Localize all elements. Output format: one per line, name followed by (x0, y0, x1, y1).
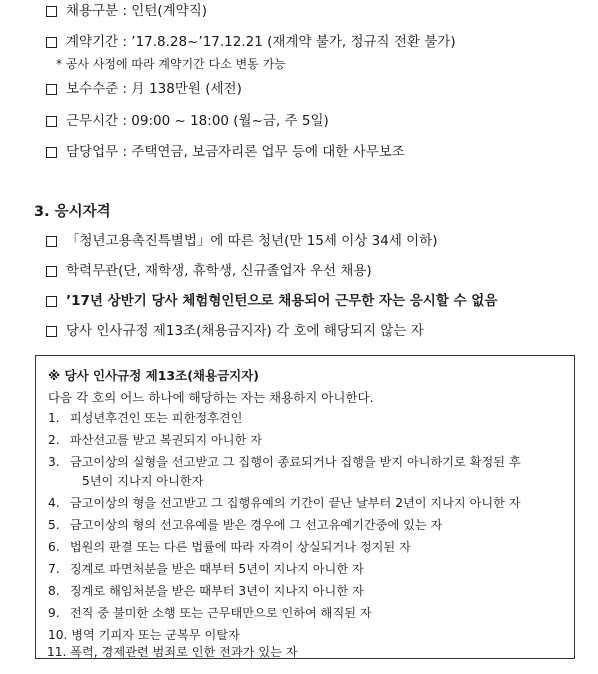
rule-item (48, 583, 364, 599)
rule-item (48, 605, 372, 621)
condition-label: 담당업무 : 주택연금, 보금자리론 업무 등에 대한 사무보조 (66, 144, 405, 160)
checkbox-icon (46, 147, 57, 158)
qualification-label: ’17년 상반기 당사 체험형인턴으로 채용되어 근무한 자는 응시할 수 없음 (66, 293, 498, 309)
rule-text: 금고이상의 형을 선고받고 그 집행유예의 기간이 끝난 날부터 2년이 지나지 아니한 자 (69, 496, 521, 510)
checkbox-icon (46, 326, 57, 337)
hiring-prohibition-box (35, 355, 575, 659)
rule-item (48, 517, 442, 533)
condition-item-pay (46, 80, 242, 98)
checkbox-icon (46, 37, 57, 48)
rule-text: 금고이상의 실형을 선고받고 그 집행이 종료되거나 집행을 받지 아니하기로 확정된 후 (69, 455, 521, 469)
qualification-item (46, 292, 497, 310)
qualification-label: 「청년고용촉진특별법」에 따른 청년(만 15세 이상 34세 이하) (66, 233, 438, 249)
rule-number: 7. (48, 562, 60, 576)
condition-label: 근무시간 : 09:00 ~ 18:00 (월~금, 주 5일) (66, 113, 329, 129)
rule-item (48, 627, 240, 643)
rule-text: 폭력, 경제관련 범죄로 인한 전과가 있는 자 (70, 645, 298, 659)
qualification-item (46, 262, 372, 280)
checkbox-icon (46, 296, 57, 307)
qualification-label: 학력무관(단, 재학생, 휴학생, 신규졸업자 우선 채용) (66, 263, 372, 279)
contract-note: * 공사 사정에 따라 계약기간 다소 변동 가능 (56, 57, 286, 71)
rule-item (48, 410, 242, 426)
rule-number: 2. (48, 433, 60, 447)
rule-text: 징계로 해임처분을 받은 때부터 3년이 지나지 아니한 자 (69, 584, 364, 598)
rule-text: 피성년후견인 또는 피한정후견인 (69, 411, 243, 425)
qualification-item (46, 322, 424, 340)
condition-label: 채용구분 : 인턴(계약직) (66, 3, 208, 19)
rule-item (48, 561, 364, 577)
condition-item-duty (46, 143, 405, 161)
rule-number: 4. (48, 496, 60, 510)
box-intro: 다음 각 호의 어느 하나에 해당하는 자는 채용하지 아니한다. (48, 390, 374, 405)
rule-number: 11. (47, 645, 67, 659)
rule-item (47, 644, 298, 660)
checkbox-icon (46, 236, 57, 247)
condition-label: 계약기간 : ’17.8.28~’17.12.21 (재계약 불가, 정규직 전환 불가) (66, 34, 456, 50)
condition-item-period (46, 33, 456, 51)
rule-number: 6. (48, 540, 60, 554)
rule-number: 1. (48, 411, 60, 425)
rule-number: 10. (48, 628, 68, 642)
rule-text: 파산선고를 받고 복권되지 아니한 자 (69, 433, 262, 447)
checkbox-icon (46, 266, 57, 277)
rule-number: 5. (48, 518, 60, 532)
rule-item (48, 432, 262, 448)
rule-item (48, 495, 521, 511)
rule-text: 금고이상의 형의 선고유예를 받은 경우에 그 선고유예기간중에 있는 자 (69, 518, 443, 532)
condition-item-hours (46, 112, 329, 130)
checkbox-icon (46, 6, 57, 17)
rule-continuation: 5년이 지나지 아니한자 (82, 474, 204, 488)
rule-number: 8. (48, 584, 60, 598)
condition-item-type (46, 2, 207, 20)
section-title-qualification: 3. 응시자격 (34, 204, 111, 220)
box-title: ※ 당사 인사규정 제13조(채용금지자) (48, 368, 260, 383)
qualification-item (46, 232, 438, 250)
qualification-label: 당사 인사규정 제13조(채용금지자) 각 호에 해당되지 않는 자 (66, 323, 424, 339)
rule-item (48, 454, 521, 470)
condition-label: 보수수준 : 月 138만원 (세전) (66, 81, 242, 97)
rule-item (48, 539, 411, 555)
rule-text: 법원의 판결 또는 다른 법률에 따라 자격이 상실되거나 정지된 자 (69, 540, 411, 554)
rule-text: 징계로 파면처분을 받은 때부터 5년이 지나지 아니한 자 (69, 562, 364, 576)
rule-text: 병역 기피자 또는 군복무 이탈자 (71, 628, 240, 642)
rule-number: 9. (48, 606, 60, 620)
checkbox-icon (46, 84, 57, 95)
checkbox-icon (46, 116, 57, 127)
rule-text: 전직 중 불미한 소행 또는 근무태만으로 인하여 해직된 자 (69, 606, 372, 620)
rule-number: 3. (48, 455, 60, 469)
